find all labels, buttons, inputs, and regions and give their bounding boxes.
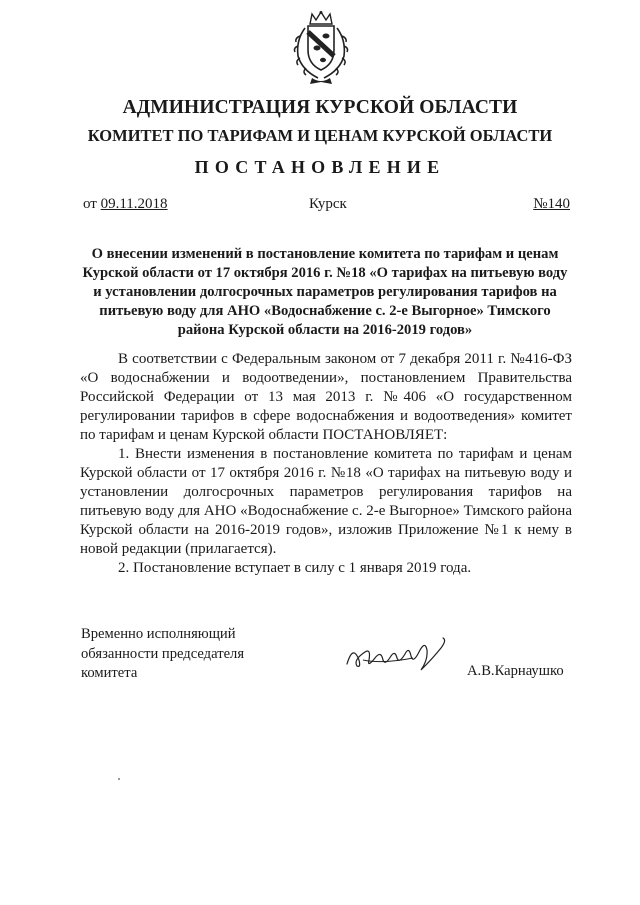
organization-title: АДМИНИСТРАЦИЯ КУРСКОЙ ОБЛАСТИ	[122, 97, 518, 118]
date-prefix: от	[83, 196, 97, 212]
document-number	[533, 196, 570, 213]
date-value: 09.11.2018	[100, 196, 168, 212]
number-value: №140	[533, 196, 570, 212]
document-body	[80, 350, 572, 578]
document-type: ПОСТАНОВЛЕНИЕ	[194, 157, 446, 177]
handwritten-signature	[343, 630, 453, 678]
preamble-paragraph: В соответствии с Федеральным законом от 7 декабря 2011 г. №416-ФЗ «О водоснабжении и водоотведении», постановлением Правительства Российской Федерации от 13 мая 2013 г. №406 «О государственном регулировании тарифов в сфере водоснабжения и водоотведения» комитет по тарифам и ценам Курской области ПОСТАНОВЛЯЕТ:	[80, 351, 572, 443]
scan-speck	[118, 778, 120, 780]
signer-name: А.В.Карнаушко	[467, 663, 564, 679]
item-1-paragraph: 1. Внести изменения в постановление комитета по тарифам и ценам Курской области от 17 октября 2016 г. №18 «О тарифах на питьевую воду и установлении долгосрочных параметров регулирования тарифов на питьевую воду для АНО «Водоснабжение с. 2-е Выгорное» Тимского района Курской области на 2016-2019 годов», изложив Приложение №1 к нему в новой редакции (прилагается).	[80, 446, 572, 557]
document-date	[83, 196, 168, 213]
committee-title: КОМИТЕТ ПО ТАРИФАМ И ЦЕНАМ КУРСКОЙ ОБЛАСТИ	[87, 126, 553, 145]
item-2-paragraph: 2. Постановление вступает в силу с 1 января 2019 года.	[118, 560, 472, 576]
document-subject: О внесении изменений в постановление комитета по тарифам и ценам Курской области от 17 октября 2016 г. №18 «О тарифах на питьевую воду и установлении долгосрочных параметров регулирования тарифов на питьевую воду для АНО «Водоснабжение с. 2-е Выгорное» Тимского района Курской области на 2016-2019 годов»	[82, 246, 568, 338]
kursk-coat-of-arms-icon	[288, 10, 354, 88]
signer-position	[81, 625, 244, 684]
document-city: Курск	[309, 196, 347, 212]
signer-position-line: комитета	[81, 665, 138, 681]
signer-position-line: обязанности председателя	[81, 645, 245, 662]
signer-position-line: Временно исполняющий	[81, 626, 236, 642]
